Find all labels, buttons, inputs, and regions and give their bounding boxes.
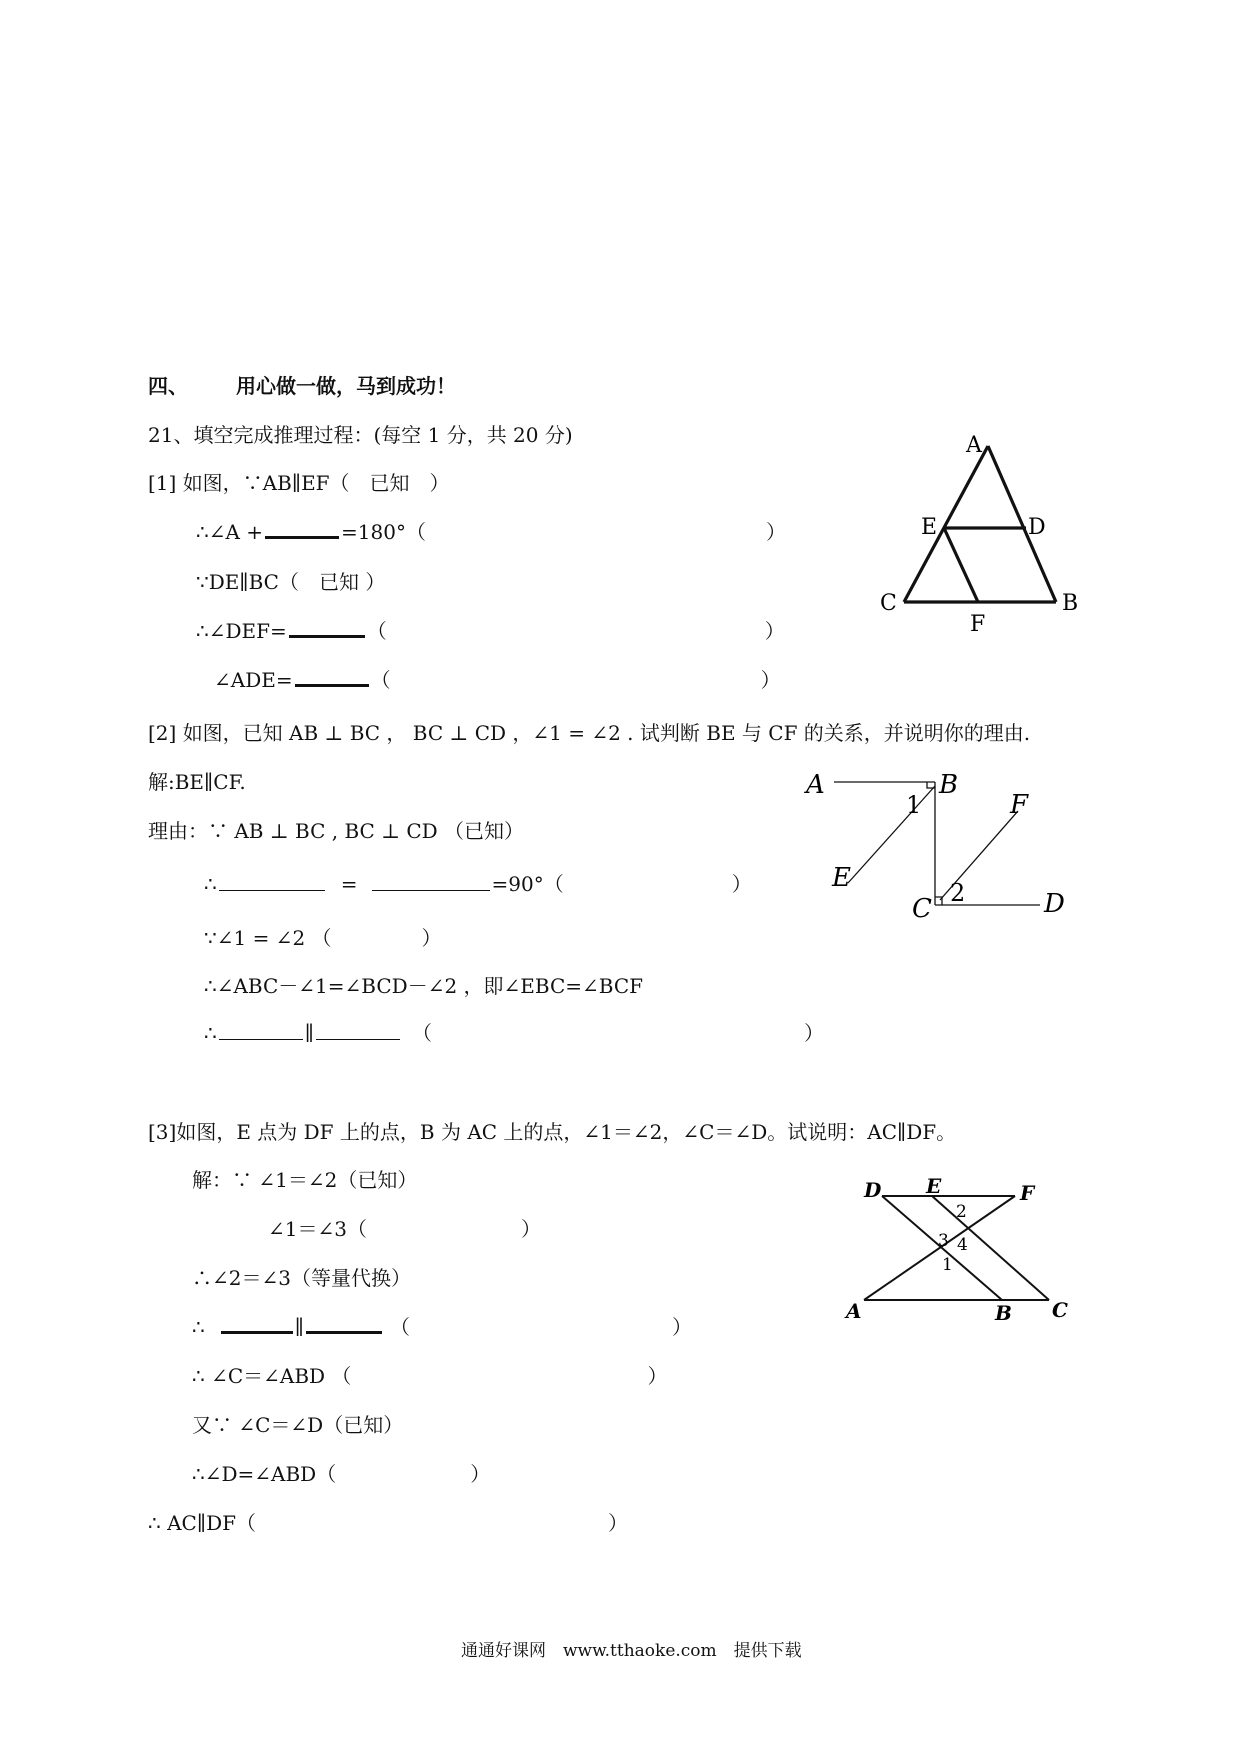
- blank[interactable]: [316, 1038, 400, 1040]
- part3-line2: ∠1＝∠3（ ）: [268, 1217, 541, 1241]
- label-b: B: [995, 1301, 1012, 1325]
- label-b: B: [939, 770, 959, 800]
- angle-label-3: 3: [938, 1231, 949, 1251]
- part3-line1: 解：∵ ∠1＝∠2（已知）: [192, 1168, 418, 1192]
- angle-label-2: 2: [956, 1202, 967, 1222]
- part3-intro: [3]如图，E 点为 DF 上的点，B 为 AC 上的点，∠1＝∠2，∠C＝∠D。试说明：AC∥DF。: [148, 1120, 957, 1144]
- part3-line4: ∴ ∥ （ ）: [192, 1315, 692, 1339]
- perpendicular-figure: [800, 765, 1090, 935]
- blank[interactable]: [289, 634, 365, 638]
- label-a: A: [846, 1299, 862, 1323]
- part2-line3: ∴∠ABC－∠1=∠BCD－∠2 ，即∠EBC=∠BCF: [204, 974, 644, 998]
- label-d: D: [1028, 515, 1046, 540]
- part3-line7: ∴∠D=∠ABD（ ）: [192, 1462, 491, 1486]
- question-heading: 21、填空完成推理过程：(每空 1 分，共 20 分): [148, 423, 573, 447]
- label-f: F: [970, 612, 986, 637]
- label-c: C: [1052, 1298, 1068, 1322]
- part3-line6: 又∵ ∠C＝∠D（已知）: [192, 1413, 404, 1437]
- section-number: 四、: [148, 374, 188, 398]
- label-c: C: [880, 591, 897, 616]
- part2-reason: 理由：∵ AB ⊥ BC , BC ⊥ CD （已知）: [148, 819, 525, 843]
- segment-ef: [944, 528, 978, 602]
- part2-line1: ∴ = =90°（ ）: [204, 872, 752, 896]
- blank[interactable]: [219, 889, 325, 891]
- parallel-figure: [838, 1172, 1088, 1332]
- blank[interactable]: [219, 1038, 303, 1040]
- label-d: D: [864, 1178, 882, 1202]
- label-f: F: [1020, 1181, 1035, 1205]
- part2-solution: 解:BE∥CF.: [148, 770, 246, 794]
- blank[interactable]: [306, 1330, 382, 1334]
- angle-label-2: 2: [950, 879, 966, 907]
- part1-line4: ∠ADE= （ ）: [214, 668, 781, 692]
- label-a: A: [966, 433, 982, 458]
- part1-line3: ∴∠DEF= （ ）: [196, 619, 785, 643]
- blank[interactable]: [221, 1330, 293, 1334]
- angle-label-1: 1: [942, 1255, 953, 1275]
- footer-text: 通通好课网 www.tthaoke.com 提供下载: [461, 1641, 802, 1661]
- angle-label-1: 1: [906, 791, 922, 819]
- part3-line8: ∴ AC∥DF（ ）: [148, 1511, 628, 1535]
- label-f: F: [1010, 790, 1029, 820]
- label-a: A: [806, 770, 825, 800]
- part2-line4: ∴ ∥ （ ）: [204, 1021, 824, 1045]
- part3-line3: ∴∠2＝∠3（等量代换）: [192, 1266, 411, 1290]
- blank[interactable]: [372, 889, 490, 891]
- section-title: 用心做一做，马到成功！: [236, 374, 456, 398]
- label-e: E: [921, 515, 938, 540]
- segment-be: [848, 786, 935, 883]
- part1-line1: ∴∠A + =180°（ ）: [196, 520, 786, 544]
- part2-line2: ∵∠1 = ∠2 （ ）: [204, 926, 442, 950]
- side-ab: [988, 446, 1056, 602]
- label-e: E: [926, 1174, 942, 1198]
- blank[interactable]: [295, 683, 369, 687]
- part2-intro: [2] 如图，已知 AB ⊥ BC ， BC ⊥ CD ，∠1 = ∠2 . 试判断 BE 与 CF 的关系，并说明你的理由.: [148, 721, 1031, 745]
- blank[interactable]: [265, 535, 339, 539]
- part1-line2: ∵DE∥BC（ 已知 ）: [196, 570, 386, 594]
- part3-line5: ∴ ∠C＝∠ABD （ ）: [192, 1364, 668, 1388]
- label-b: B: [1062, 591, 1079, 616]
- triangle-figure: [870, 430, 1090, 640]
- label-e: E: [832, 863, 851, 893]
- label-d: D: [1044, 889, 1065, 919]
- label-c: C: [912, 894, 932, 924]
- segment-ec: [932, 1196, 1049, 1300]
- angle-label-4: 4: [957, 1235, 968, 1255]
- side-ac: [904, 446, 988, 602]
- part1-intro: [1] 如图，∵AB∥EF（ 已知 ）: [148, 471, 450, 495]
